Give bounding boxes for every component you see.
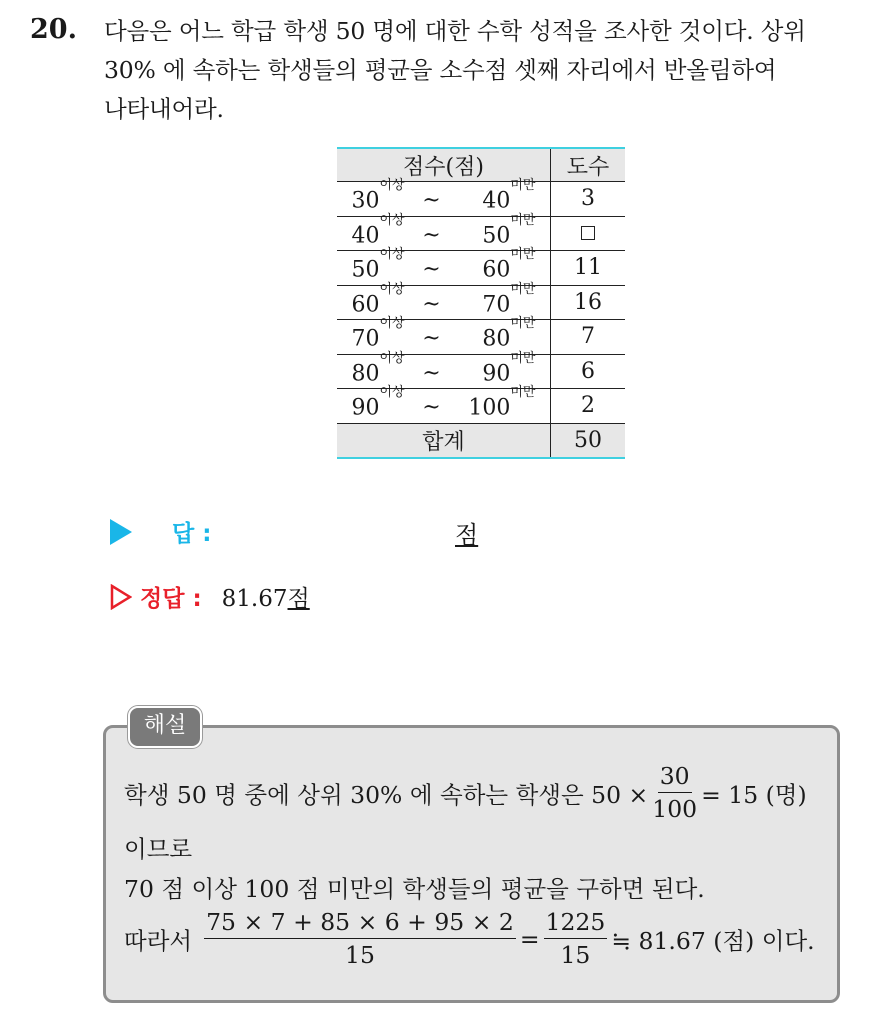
lower-suffix: 이상 [379,385,405,401]
range-upper: 40 [482,188,511,214]
solution-text: 따라서 [124,926,193,955]
score-range [337,212,551,251]
range-lower: 80 [351,360,380,386]
table-header-row [337,148,625,182]
frequency-value: 7 [581,324,595,350]
fraction [204,908,516,969]
upper-suffix: 미만 [510,247,536,263]
upper-suffix: 미만 [510,316,536,332]
solution-line-4 [124,908,815,969]
range-upper: 50 [482,222,511,248]
lower-suffix: 이상 [379,350,405,366]
lower-suffix: 이상 [379,247,405,263]
range-upper: 90 [482,360,511,386]
table-row [337,320,625,355]
score-range [337,350,551,389]
upper-suffix: 미만 [510,385,536,401]
upper-suffix: 미만 [510,281,536,297]
fraction [544,908,608,969]
play-triangle-icon [110,519,132,545]
tilde: ~ [422,395,441,421]
correct-label: 정답 : [140,586,202,612]
tilde: ~ [422,188,441,214]
solution-text: = 15 (명) [701,780,807,809]
solution-text: 학생 50 명 중에 상위 30% 에 속하는 학생은 50 × [124,780,649,809]
range-lower: 70 [351,326,380,352]
equals-sign: = [519,924,540,953]
upper-suffix: 미만 [510,178,536,194]
total-value: 50 [551,423,626,458]
score-range [337,281,551,320]
question-line: 나타내어라. [104,95,224,123]
upper-suffix: 미만 [510,212,536,228]
question-line: 30% 에 속하는 학생들의 평균을 소수점 셋째 자리에서 반올림하여 [104,56,777,84]
range-upper: 70 [482,291,511,317]
table-row [337,354,625,389]
table-total-row [337,423,625,458]
lower-suffix: 이상 [379,212,405,228]
header-frequency: 도수 [551,148,626,182]
tilde: ~ [422,257,441,283]
tilde: ~ [422,360,441,386]
answer-label: 답 : [172,521,212,547]
range-upper: 60 [482,257,511,283]
correct-unit: 점 [287,586,310,612]
tilde: ~ [422,291,441,317]
table-row [337,251,625,286]
header-score: 점수(점) [337,148,551,182]
correct-value [222,580,310,613]
fraction-numerator: 1225 [544,908,608,939]
correct-answer-row [110,580,310,613]
frequency-cell [551,354,626,389]
total-label: 합계 [337,423,551,458]
table-row [337,216,625,251]
frequency-cell [551,389,626,424]
range-lower: 90 [351,395,380,421]
frequency-cell [551,216,626,251]
frequency-cell [551,182,626,217]
upper-suffix: 미만 [510,350,536,366]
tilde: ~ [422,222,441,248]
answer-row [110,515,211,548]
solution-tag: 해설 [128,706,202,748]
frequency-value: 6 [581,358,595,384]
table-row [337,285,625,320]
frequency-cell [551,320,626,355]
frequency-cell [551,251,626,286]
score-range [337,178,551,217]
table-body [337,178,625,424]
score-range [337,316,551,355]
range-lower: 30 [351,188,380,214]
fraction-denominator: 15 [345,941,375,969]
score-range [337,247,551,286]
range-lower: 60 [351,291,380,317]
range-lower: 40 [351,222,380,248]
solution-line-2: 이므로 [124,835,193,863]
answer-unit: 점 [455,521,479,549]
fraction-denominator: 100 [652,795,698,823]
fraction-denominator: 15 [560,941,591,969]
frequency-cell [551,285,626,320]
range-upper: 80 [482,326,511,352]
question-number: 20. [30,14,77,45]
table-row [337,182,625,217]
lower-suffix: 이상 [379,281,405,297]
solution-line-3: 70 점 이상 100 점 미만의 학생들의 평균을 구하면 된다. [124,875,705,903]
fraction-numerator: 75 × 7 + 85 × 6 + 95 × 2 [204,908,516,939]
frequency-value: 16 [574,289,602,315]
frequency-table [337,147,625,459]
frequency-value: 11 [574,255,602,281]
solution-line-1 [124,762,807,823]
table-row [337,389,625,424]
fraction-numerator: 30 [658,762,692,793]
range-upper: 100 [468,395,511,421]
hollow-triangle-icon [110,584,132,610]
question-line: 다음은 어느 학급 학생 50 명에 대한 수학 성적을 조사한 것이다. 상위 [104,17,806,45]
blank-box-icon [581,226,595,240]
correct-number: 81.67 [221,586,288,612]
lower-suffix: 이상 [379,316,405,332]
frequency-value: 3 [581,186,595,212]
frequency-value: 2 [581,393,595,419]
fraction [652,762,697,823]
question-text [104,12,864,129]
lower-suffix: 이상 [379,178,405,194]
score-range [337,385,551,424]
tilde: ~ [422,326,441,352]
range-lower: 50 [351,257,380,283]
solution-text: ≒ 81.67 (점) 이다. [611,926,815,955]
